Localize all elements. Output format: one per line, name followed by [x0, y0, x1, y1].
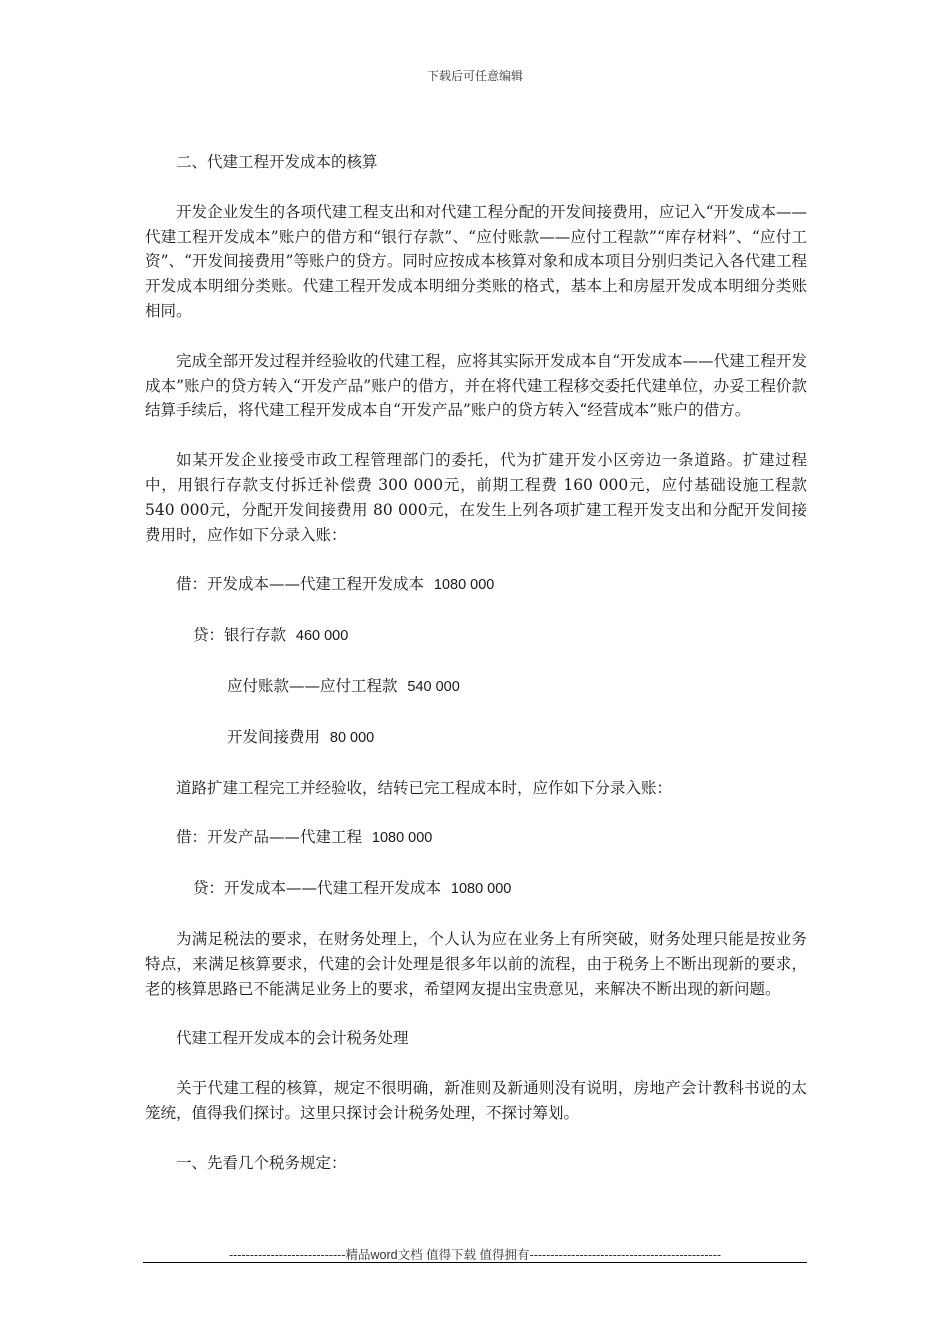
entry-amount: 1080 000 [450, 881, 512, 898]
document-body [145, 150, 807, 1176]
journal-entry-debit [145, 572, 807, 598]
paragraph-4: 道路扩建工程完工并经验收，结转已完工程成本时，应作如下分录入账： [176, 778, 673, 797]
entry-amount: 1080 000 [433, 577, 495, 594]
journal-entry-credit [145, 876, 807, 902]
entry-label: 借：开发产品——代建工程 [176, 828, 363, 847]
journal-entry-credit [145, 623, 807, 649]
journal-entry-credit [145, 674, 807, 700]
entry-amount: 80 000 [329, 729, 375, 746]
page-footer: ----------------------------精品word文档 值得下载 值得拥有---------------------------------------------- [228, 1248, 722, 1262]
entry-label: 应付账款——应付工程款 [227, 676, 398, 695]
paragraph-6: 关于代建工程的核算，规定不很明确，新准则及新通则没有说明，房地产会计教科书说的太笼统，值得我们探讨。这里只探讨会计税务处理，不探讨筹划。 [145, 1079, 807, 1122]
journal-entry-credit [145, 725, 807, 751]
subtitle: 代建工程开发成本的会计税务处理 [176, 1029, 409, 1048]
entry-label: 开发间接费用 [227, 727, 321, 746]
entry-amount: 460 000 [295, 628, 349, 645]
journal-entry-debit [145, 825, 807, 851]
entry-amount: 1080 000 [371, 830, 433, 847]
entry-label: 借：开发成本——代建工程开发成本 [176, 575, 425, 594]
paragraph-2: 完成全部开发过程并经验收的代建工程，应将其实际开发成本自“开发成本——代建工程开发成本”账户的贷方转入“开发产品”账户的借方，并在将代建工程移交委托代建单位，办妥工程价款结算手续后，将代建工程开发成本自“开发产品”账户的贷方转入“经营成本”账户的借方。 [145, 351, 807, 420]
entry-label: 贷：银行存款 [193, 626, 287, 645]
section-heading-1: 一、先看几个税务规定： [176, 1153, 347, 1172]
paragraph-3: 如某开发企业接受市政工程管理部门的委托，代为扩建开发小区旁边一条道路。扩建过程中，用银行存款支付拆迁补偿费 300 000元，前期工程费 160 000元，应付基础设施工程款 540 000元，分配开发间接费用 80 000元，在发生上列各项扩建工程开发支出和分配开发间接费用时，应作如下分录入账： [145, 451, 807, 544]
entry-amount: 540 000 [407, 678, 460, 695]
entry-label: 贷：开发成本——代建工程开发成本 [193, 879, 442, 898]
paragraph-5: 为满足税法的要求，在财务处理上，个人认为应在业务上有所突破，财务处理只能是按业务特点，来满足核算要求，代建的会计处理是很多年以前的流程，由于税务上不断出现新的要求，老的核算思路已不能满足业务上的要求，希望网友提出宝贵意见，来解决不断出现的新问题。 [145, 929, 807, 998]
footer-divider [143, 1262, 807, 1263]
section-heading-2: 二、代建工程开发成本的核算 [176, 153, 378, 171]
page-header: 下载后可任意编辑 [426, 69, 523, 83]
paragraph-1: 开发企业发生的各项代建工程支出和对代建工程分配的开发间接费用，应记入“开发成本——代建工程开发成本”账户的借方和“银行存款”、“应付账款——应付工程款”“库存材料”、“应付工资”、“开发间接费用”等账户的贷方。同时应按成本核算对象和成本项目分别归类记入各代建工程开发成本明细分类账。代建工程开发成本明细分类账的格式，基本上和房屋开发成本明细分类账相同。 [145, 202, 807, 320]
